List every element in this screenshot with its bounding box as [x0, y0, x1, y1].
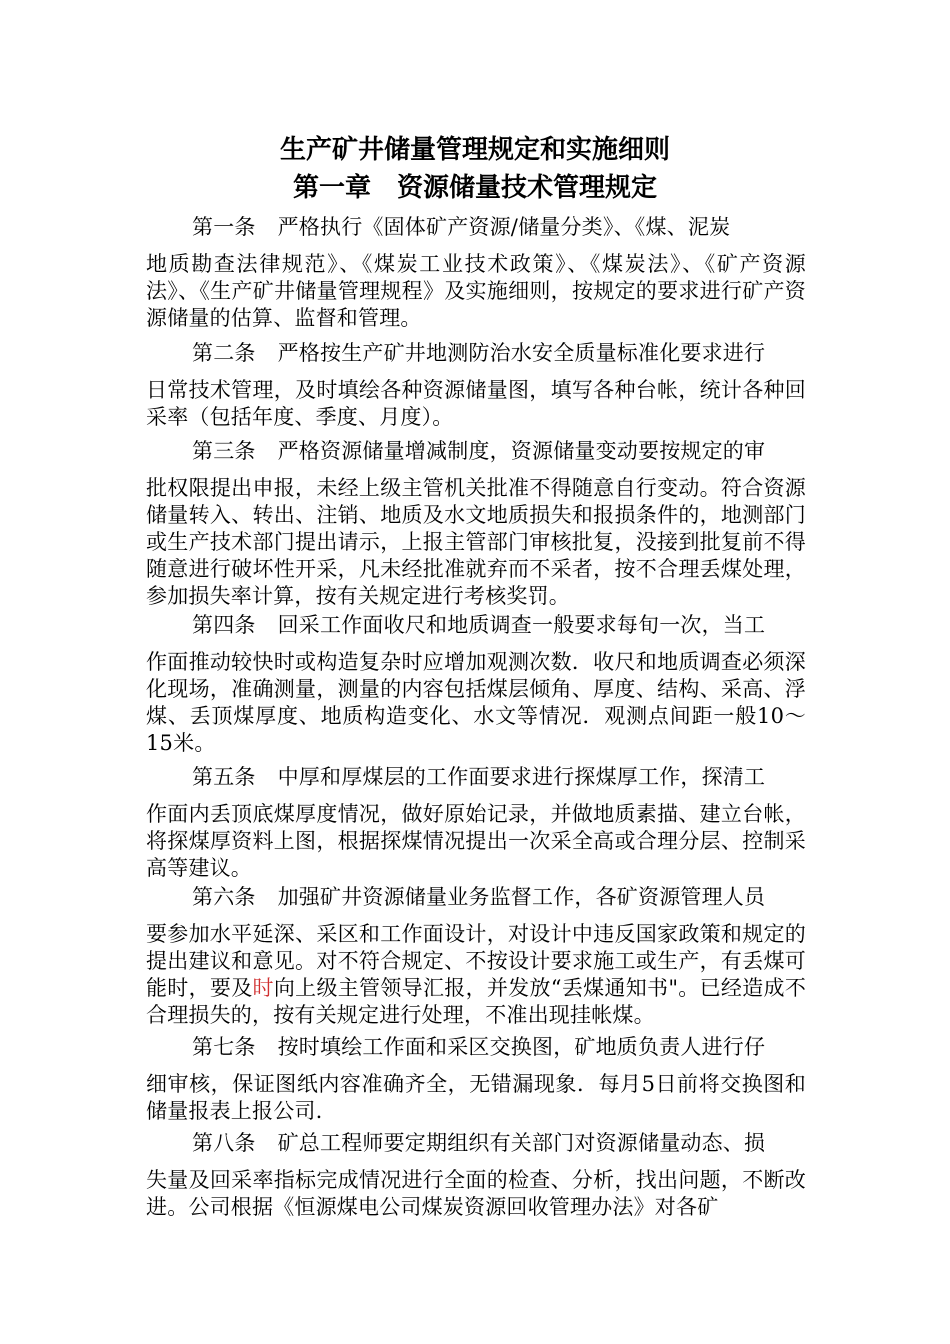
article-6-first-line [146, 884, 806, 911]
article-8-first-text: 矿总工程师要定期组织有关部门对资源储量动态、损 [277, 1131, 766, 1155]
article-5 [146, 764, 806, 882]
article-3-first-text: 严格资源储量增减制度，资源储量变动要按规定的审 [277, 439, 766, 463]
article-6-first-text: 加强矿井资源储量业务监督工作，各矿资源管理人员 [277, 885, 766, 909]
article-5-label: 第五条 [192, 765, 256, 789]
article-4-first-line [146, 612, 806, 639]
article-6 [146, 884, 806, 1029]
article-6-body-end: 向上级主管领导汇报，并发放“丢煤通知书"。已经造成不合理损失的，按有关规定进行处理，不准出现挂帐煤。 [146, 976, 807, 1027]
article-4-first-text: 回采工作面收尺和地质调查一般要求每旬一次，当工 [277, 613, 766, 637]
article-7-first-line [146, 1034, 806, 1061]
article-4-label: 第四条 [192, 613, 256, 637]
chapter-title: 第一章 资源储量技术管理规定 [292, 173, 657, 203]
article-1-first-line [146, 214, 806, 241]
article-1 [146, 214, 806, 332]
article-2 [146, 340, 806, 431]
article-5-first-text: 中厚和厚煤层的工作面要求进行探煤厚工作，探清工 [277, 765, 766, 789]
article-7-body: 细审核，保证图纸内容准确齐全，无错漏现象．每月5日前将交换图和储量报表上报公司. [146, 1072, 806, 1123]
article-2-first-text: 严格按生产矿井地测防治水安全质量标准化要求进行 [277, 341, 766, 365]
article-4 [146, 612, 806, 757]
article-8-label: 第八条 [192, 1131, 256, 1155]
article-1-first-text: 严格执行《固体矿产资源/储量分类》、《煤、泥炭 [277, 215, 731, 239]
article-6-highlighted-char: 时 [252, 976, 274, 1000]
article-4-body: 作面推动较快时或构造复杂时应增加观测次数．收尺和地质调查必须深化现场，准确测量，测量的内容包括煤层倾角、厚度、结构、采高、浮煤、丢顶煤厚度、地质构造变化、水文等情况．观测点间距一般10～15米。 [146, 650, 806, 755]
article-2-body: 日常技术管理，及时填绘各种资源储量图，填写各种台帐，统计各种回采率（包括年度、季度、月度）。 [146, 378, 806, 429]
article-3-first-line [146, 438, 806, 465]
article-3-body: 批权限提出申报，未经上级主管机关批准不得随意自行变动。符合资源储量转入、转出、注销、地质及水文地质损失和报损条件的，地测部门或生产技术部门提出请示，上报主管部门审核批复，没接到批复前不得随意进行破坏性开采，凡未经批准就弃而不采者，按不合理丢煤处理，参加损失率计算，按有关规定进行考核奖罚。 [146, 476, 806, 608]
article-1-label: 第一条 [192, 215, 256, 239]
article-3 [146, 438, 806, 610]
article-7-label: 第七条 [192, 1035, 256, 1059]
article-6-label: 第六条 [192, 885, 256, 909]
article-3-label: 第三条 [192, 439, 256, 463]
article-5-first-line [146, 764, 806, 791]
article-2-first-line [146, 340, 806, 367]
document-title: 生产矿井储量管理规定和实施细则 [279, 135, 670, 165]
article-8-first-line [146, 1130, 806, 1157]
article-2-label: 第二条 [192, 341, 256, 365]
article-6-body-start: 要参加水平延深、采区和工作面设计，对设计中违反国家政策和规定的提出建议和意见。对不符合规定、不按设计要求施工或生产，有丢煤可能时，要及 [146, 922, 806, 1000]
article-1-body: 地质勘查法律规范》、《煤炭工业技术政策》、《煤炭法》、《矿产资源法》、《生产矿井储量管理规程》及实施细则，按规定的要求进行矿产资源储量的估算、监督和管理。 [146, 252, 806, 330]
article-5-body: 作面内丢顶底煤厚度情况，做好原始记录，并做地质素描、建立台帐，将探煤厚资料上图，根据探煤情况提出一次采全高或合理分层、控制采高等建议。 [146, 802, 806, 880]
article-8-body: 失量及回采率指标完成情况进行全面的检查、分析，找出问题，不断改进。公司根据《恒源煤电公司煤炭资源回收管理办法》对各矿 [146, 1168, 806, 1219]
article-7 [146, 1034, 806, 1125]
article-7-first-text: 按时填绘工作面和采区交换图，矿地质负责人进行仔 [277, 1035, 766, 1059]
article-8 [146, 1130, 806, 1221]
